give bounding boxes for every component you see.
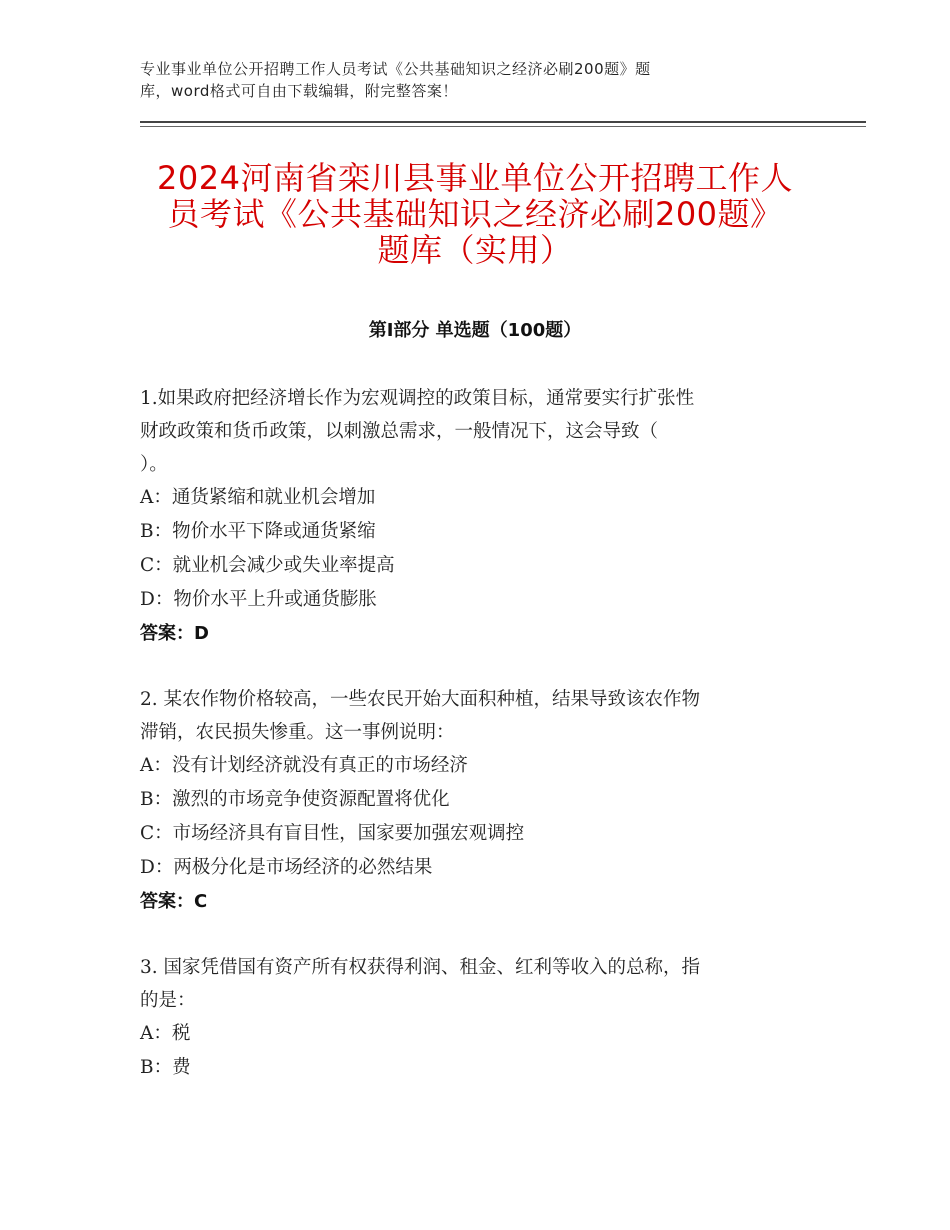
- question-1-option-b: B：物价水平下降或通货紧缩: [140, 521, 376, 542]
- question-1: [140, 382, 810, 651]
- document-title: [140, 160, 810, 268]
- question-1-option-a: A：通货紧缩和就业机会增加: [140, 487, 376, 508]
- question-1-answer: 答案：D: [140, 623, 209, 644]
- question-3-option-a: A：税: [140, 1023, 191, 1044]
- question-2-option-b: B：激烈的市场竞争使资源配置将优化: [140, 789, 450, 810]
- question-1-stem-line-2: 财政政策和货币政策，以刺激总需求，一般情况下，这会导致（: [140, 421, 659, 442]
- header-note: [140, 58, 780, 102]
- question-3-stem: [140, 951, 810, 1017]
- question-2-option-c: C：市场经济具有盲目性，国家要加强宏观调控: [140, 823, 525, 844]
- header-note-line-1: 专业事业单位公开招聘工作人员考试《公共基础知识之经济必刷200题》题: [140, 60, 651, 78]
- header-divider-thick: [140, 121, 866, 123]
- question-2-option-a: A：没有计划经济就没有真正的市场经济: [140, 755, 468, 776]
- question-2-option-d: D：两极分化是市场经济的必然结果: [140, 857, 433, 878]
- question-1-stem-line-3: ）。: [140, 454, 168, 475]
- question-3-stem-line-1: 3. 国家凭借国有资产所有权获得利润、租金、红利等收入的总称，指: [140, 957, 701, 978]
- question-list: [140, 382, 810, 1117]
- question-2-stem-line-2: 滞销，农民损失惨重。这一事例说明：: [140, 722, 455, 743]
- question-1-stem: [140, 382, 810, 481]
- header-note-line-2: 库，word格式可自由下载编辑，附完整答案！: [140, 82, 458, 100]
- document-title-line-2: 员考试《公共基础知识之经济必刷200题》: [167, 195, 783, 233]
- question-2-stem-line-1: 2. 某农作物价格较高，一些农民开始大面积种植，结果导致该农作物: [140, 689, 701, 710]
- question-1-stem-line-1: 1.如果政府把经济增长作为宏观调控的政策目标，通常要实行扩张性: [140, 388, 695, 409]
- document-title-line-1: 2024河南省栾川县事业单位公开招聘工作人: [157, 159, 793, 197]
- question-2: [140, 683, 810, 919]
- question-1-option-c: C：就业机会减少或失业率提高: [140, 555, 395, 576]
- question-3-option-b: B：费: [140, 1057, 191, 1078]
- question-3-stem-line-2: 的是：: [140, 990, 196, 1011]
- header-divider-thin: [140, 126, 866, 127]
- section-title: 第Ⅰ部分 单选题（100题）: [368, 320, 582, 341]
- document-title-line-3: 题库（实用）: [377, 231, 573, 269]
- question-3: [140, 951, 810, 1085]
- question-2-stem: [140, 683, 810, 749]
- question-1-option-d: D：物价水平上升或通货膨胀: [140, 589, 377, 610]
- question-2-answer: 答案：C: [140, 891, 208, 912]
